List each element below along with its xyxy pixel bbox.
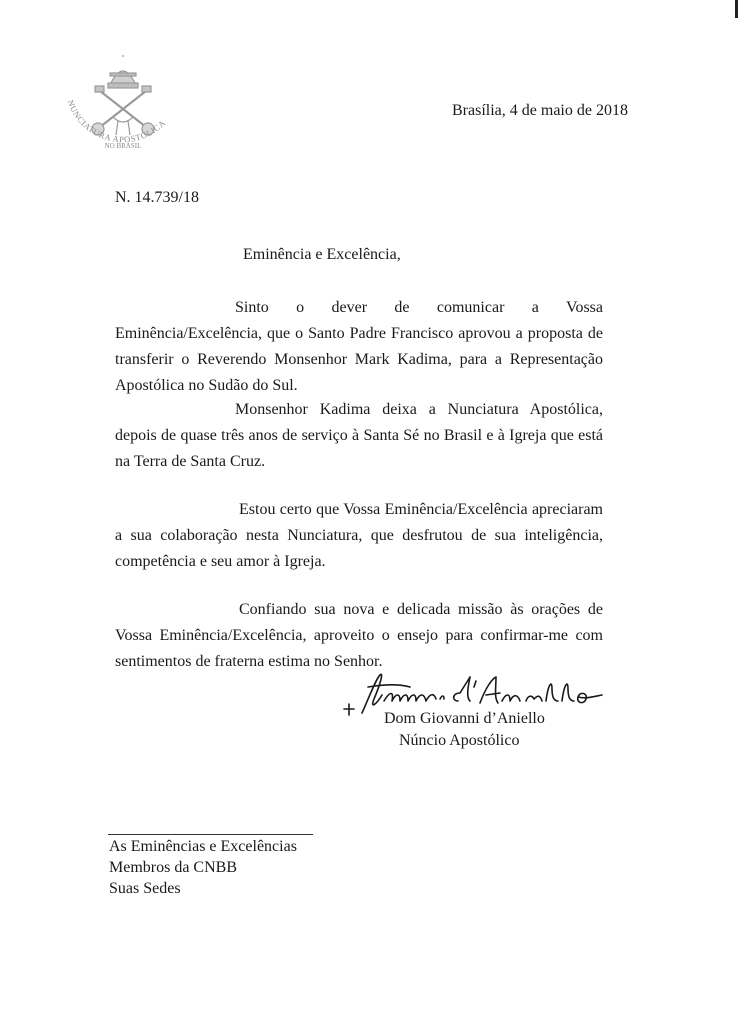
paragraph-1: Sinto o dever de comunicar a Vossa Eminência/Excelência, que o Santo Padre Francisco aprovou a proposta de transferir o Reverendo Monsenhor Mark Kadima, para a Representação Apostólica no Sudão do Sul. [115, 299, 603, 394]
recipient-block [109, 836, 297, 899]
reference-number: N. 14.739/18 [115, 189, 199, 206]
recipient-line: Suas Sedes [109, 880, 181, 897]
place-date: Brasília, 4 de maio de 2018 [452, 102, 628, 119]
recipient-line: Membros da CNBB [109, 859, 237, 876]
signer-title: Núncio Apostólico [399, 732, 520, 749]
recipient-divider [108, 834, 313, 835]
recipient-line: As Eminências e Excelências [109, 838, 297, 855]
paragraph-2: Monsenhor Kadima deixa a Nunciatura Apostólica, depois de quase três anos de serviço à Santa Sé no Brasil e à Igreja que está na Terra de Santa Cruz. [115, 401, 603, 470]
paragraph-3: Estou certo que Vossa Eminência/Excelência apreciaram a sua colaboração nesta Nunciatura, que desfrutou de sua inteligência, competência e seu amor à Igreja. [115, 501, 603, 570]
letterhead-seal [58, 55, 188, 155]
salutation: Eminência e Excelência, [243, 246, 401, 263]
paragraph-4: Confiando sua nova e delicada missão às orações de Vossa Eminência/Excelência, aproveito o ensejo para confirmar-me com sentimentos de fraterna estima no Senhor. [115, 601, 603, 670]
papal-coat-of-arms-icon [58, 55, 188, 155]
svg-text:NUNCIATURA APOSTÓLICA: NUNCIATURA APOSTÓLICA [65, 98, 168, 145]
svg-text:NO BRASIL: NO BRASIL [104, 142, 142, 150]
signer-name: Dom Giovanni d’Aniello [384, 710, 545, 727]
